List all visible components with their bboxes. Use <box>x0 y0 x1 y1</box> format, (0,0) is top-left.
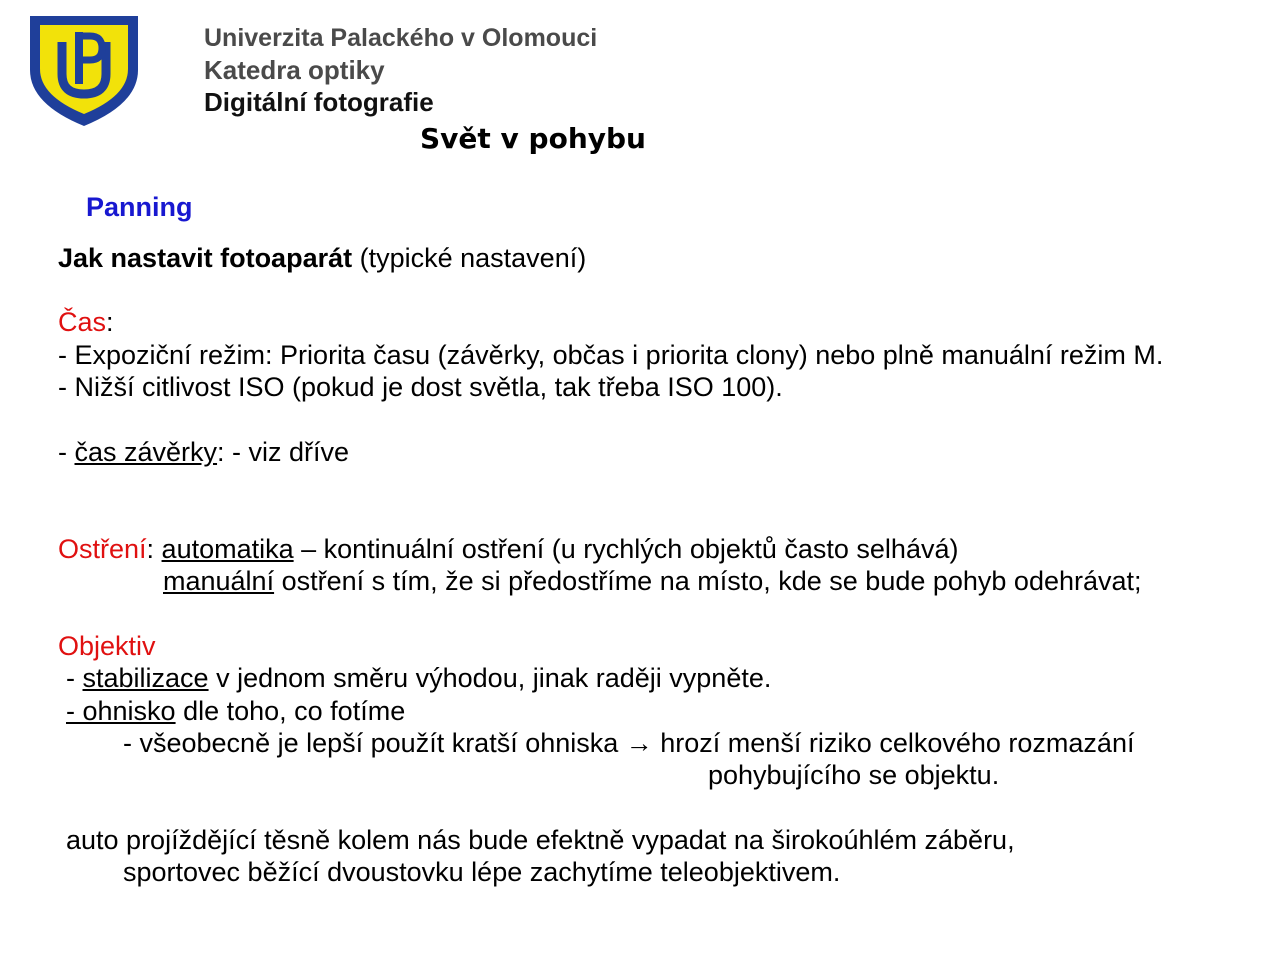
focus-label: Ostření <box>58 534 147 564</box>
focus-manual-rest: ostření s tím, že si předostříme na místo, kde se bude pohyb odehrávat; <box>274 566 1142 596</box>
time-line-2: - Nižší citlivost ISO (pokud je dost světla, tak třeba ISO 100). <box>58 372 783 402</box>
example-line-2: sportovec běžící dvoustovku lépe zachytíme teleobjektivem. <box>123 857 841 887</box>
time-label: Čas <box>58 307 107 337</box>
shutter-term: čas závěrky <box>74 437 218 467</box>
slide-title: Svět v pohybu <box>420 122 646 155</box>
lens-stabilization-line <box>66 662 771 694</box>
stab-rest: v jednom směru výhodou, jinak raději vypněte. <box>208 663 772 693</box>
stab-prefix: - <box>66 663 83 693</box>
focus-line-manual <box>163 565 1142 597</box>
university-shield-logo <box>26 12 142 128</box>
focus-auto-rest: – kontinuální ostření (u rychlých objektů často selhává) <box>293 534 959 564</box>
focal-term: ohnisko <box>75 696 176 726</box>
university-name: Univerzita Palackého v Olomouci <box>204 24 598 52</box>
focal-rest: dle toho, co fotíme <box>175 696 406 726</box>
setup-heading-rest: (typické nastavení) <box>352 243 587 273</box>
lens-label: Objektiv <box>58 631 156 661</box>
time-heading <box>58 306 114 338</box>
lens-general-continuation: pohybujícího se objektu. <box>708 760 1000 790</box>
focus-line-auto <box>58 533 958 565</box>
department-name: Katedra optiky <box>204 55 385 85</box>
lens-focal-line <box>66 695 405 727</box>
example-line-1: auto projíždějící těsně kolem nás bude efektně vypadat na širokoúhlém záběru, <box>66 825 1015 855</box>
shutter-prefix: - <box>58 437 75 467</box>
focus-colon: : <box>146 534 162 564</box>
shutter-rest: : - viz dříve <box>217 437 350 467</box>
time-colon: : <box>106 307 114 337</box>
time-line-1: - Expoziční režim: Priorita času (závěrky, občas i priorita clony) nebo plně manuální režim M. <box>58 340 1164 370</box>
focal-prefix: - <box>66 696 75 726</box>
section-heading: Panning <box>86 192 193 222</box>
course-name: Digitální fotografie <box>204 87 434 117</box>
focus-auto-term: automatika <box>161 534 294 564</box>
focus-manual-term: manuální <box>163 566 275 596</box>
setup-heading <box>58 242 586 274</box>
shutter-line <box>58 436 349 468</box>
lens-general-line: - všeobecně je lepší použít kratší ohniska → hrozí menší riziko celkového rozmazání <box>123 728 1135 758</box>
setup-heading-bold: Jak nastavit fotoaparát <box>58 243 353 273</box>
stab-term: stabilizace <box>82 663 209 693</box>
